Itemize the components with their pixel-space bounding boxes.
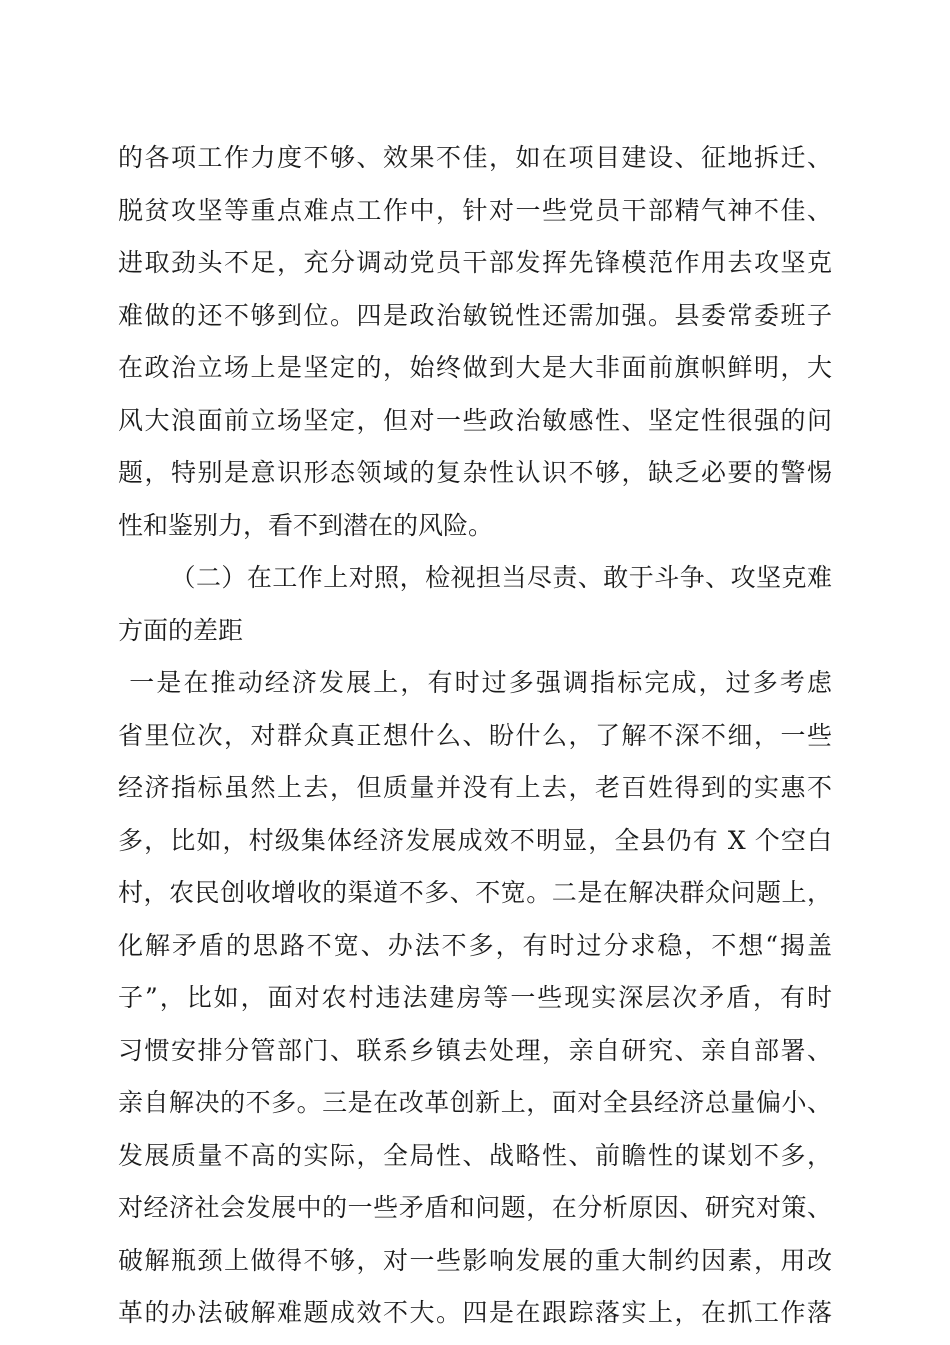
text-line: 革的办法破解难题成效不大。四是在跟踪落实上，在抓工作落 [118,1298,832,1327]
text-line: 村，农民创收增收的渠道不多、不宽。二是在解决群众问题上， [118,878,832,907]
text-line: 省里位次，对群众真正想什么、盼什么，了解不深不细，一些 [118,720,832,750]
text-line: 题，特别是意识形态领域的复杂性认识不够，缺乏必要的警惕 [118,458,832,487]
text-line: 破解瓶颈上做得不够，对一些影响发展的重大制约因素，用改 [118,1245,832,1275]
text-line: 习惯安排分管部门、联系乡镇去处理，亲自研究、亲自部署、 [118,1035,832,1065]
text-line: 化解矛盾的思路不宽、办法不多，有时过分求稳，不想“揭盖 [118,930,832,960]
text-line: 的各项工作力度不够、效果不佳，如在项目建设、征地拆迁、 [118,143,832,172]
text-line: 经济指标虽然上去，但质量并没有上去，老百姓得到的实惠不 [118,773,832,802]
heading-line: 方面的差距 [118,615,244,645]
text-line: 多，比如，村级集体经济发展成效不明显，全县仍有 X 个空白 [118,825,832,855]
text-line: 性和鉴别力，看不到潜在的风险。 [118,510,494,540]
text-line: 一是在推动经济发展上，有时过多强调指标完成，过多考虑 [129,668,832,697]
text-line: 脱贫攻坚等重点难点工作中，针对一些党员干部精气神不佳、 [118,195,832,225]
text-line: 风大浪面前立场坚定，但对一些政治敏感性、坚定性很强的问 [118,405,832,435]
text-line: 对经济社会发展中的一些矛盾和问题，在分析原因、研究对策、 [118,1193,832,1222]
paragraph-2 [118,662,832,1345]
text-line: 亲自解决的不多。三是在改革创新上，面对全县经济总量偏小、 [118,1088,832,1117]
text-line: 子”，比如，面对农村违法建房等一些现实深层次矛盾，有时 [118,983,832,1012]
text-line: 发展质量不高的实际，全局性、战略性、前瞻性的谋划不多， [118,1140,832,1170]
heading-line: （二）在工作上对照，检视担当尽责、敢于斗争、攻坚克难 [170,563,832,592]
text-line: 在政治立场上是坚定的，始终做到大是大非面前旗帜鲜明，大 [118,353,832,382]
section-heading [118,557,832,662]
paragraph-1 [118,137,832,557]
text-line: 进取劲头不足，充分调动党员干部发挥先锋模范作用去攻坚克 [118,248,832,277]
document-body [118,137,832,1345]
text-line: 难做的还不够到位。四是政治敏锐性还需加强。县委常委班子 [118,300,832,330]
